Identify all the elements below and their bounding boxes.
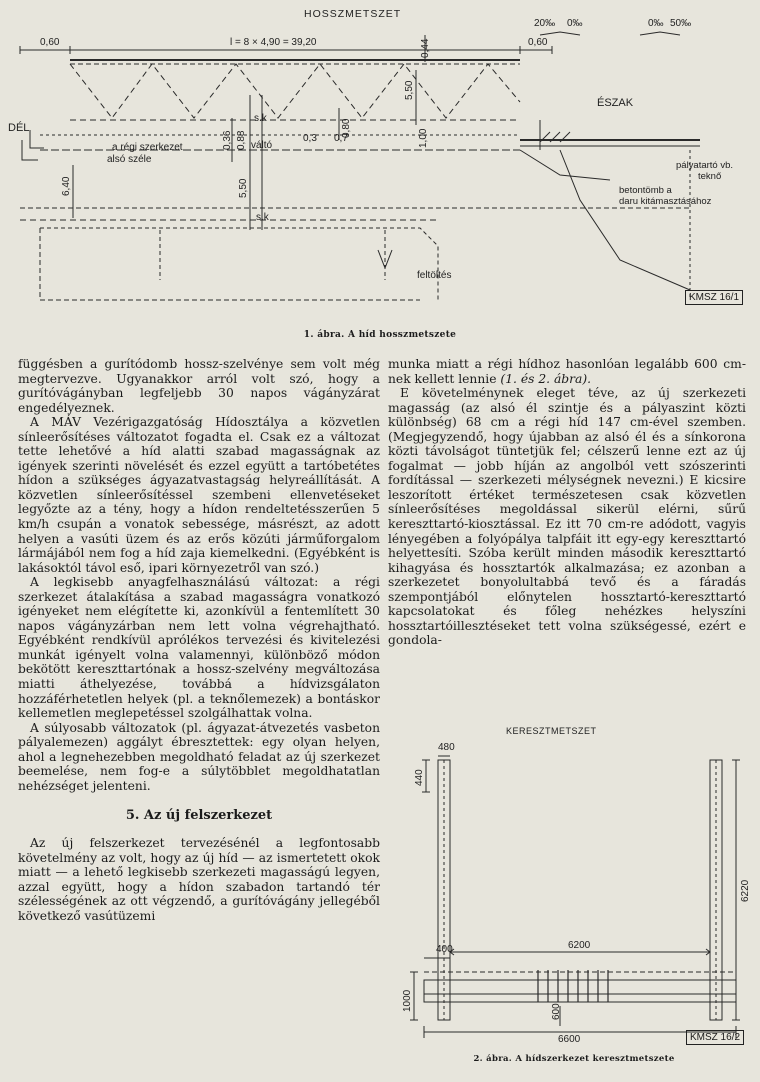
figure-1-caption: 1. ábra. A híd hosszmetszete bbox=[303, 330, 457, 340]
paragraph: Az új felszerkezet tervezésénél a legfontosabb követelmény az volt, hogy az új híd — az ismertetett okok miatt — a lehető legkisebb szerkezeti magasságú legyen, azzal együtt, hogy a hídon szabadon tartandó tér szélességének az ott végzendő, a gurítóvágány jellegéből következő vasútüzemi bbox=[18, 835, 380, 923]
dimension-label: 400 bbox=[436, 944, 453, 955]
paragraph: A MÁV Vezérigazgatóság Hídosztálya a közvetlen sínleerősítéses változatot fogadta el. Csak ez a változat tette lehetővé a híd alatti szabad magasságnak az igények szerinti növelését és ezzel együtt a tartóbetétes hídon a szükséges ágyazatvastagság helyreállítását. A közvetlen sínleerősítéssel szembeni ellenvetéseket legyőzte az a tény, hogy a hídon rendeltetésszerűen 5 km/h csupán a vonatok sebessége, másrészt, az adott helyen a vasúti üzem és az erős közúti járműforgalom lármájából nem fog a híd zaja kiemelkedni. (Egyébként is lakásoktól távol eső, ipari környezetről van szó.) bbox=[18, 415, 380, 575]
track-beam-label-2: teknő bbox=[698, 171, 722, 182]
dimension-label: 0,44 bbox=[420, 38, 431, 58]
old-structure-label-2: alsó széle bbox=[107, 154, 152, 165]
north-label: ÉSZAK bbox=[597, 97, 634, 109]
dimension-label: 0,60 bbox=[40, 37, 60, 48]
section-heading: 5. Az új felszerkezet bbox=[125, 808, 273, 824]
dimension-label: 480 bbox=[438, 742, 455, 753]
dimension-label: 6,40 bbox=[61, 176, 72, 196]
old-structure-label-1: a régi szerkezet bbox=[112, 142, 183, 153]
paragraph: A súlyosabb változatok (pl. ágyazat-átvezetés vasbeton pályalemezen) aggályt ébresztettek: egy olyan helyen, ahol a legnehezebben megoldható feladat az új szerkezet beemelése, nem fog-e a súlytöbblet megoldhatatlan nehézséget jelenteni. bbox=[18, 720, 380, 793]
dimension-label: 5,50 bbox=[404, 80, 415, 100]
paragraph bbox=[388, 357, 746, 386]
south-label: DÉL bbox=[8, 122, 30, 134]
dimension-label: 440 bbox=[414, 769, 425, 786]
grade-label: 0‰ bbox=[648, 18, 664, 29]
concrete-label-2: daru kitámasztásához bbox=[619, 196, 712, 207]
dimension-label: 0,3 bbox=[303, 133, 317, 144]
concrete-label-1: betontömb a bbox=[619, 185, 672, 196]
paragraph: E követelménynek eleget téve, az új szerkezeti magasság (az alsó él szintje és a pályaszint közti különbség) 68 cm a régi híd 147 cm-ével szemben. (Megjegyzendő, hogy újabban az alsó él és a sínkorona közti távolságot tüntetjük fel; célszerű lenne ezt az új fogalmat — jobb híján az angolból vett szószerinti fordítással — szerkezeti mélységnek nevezni.) E kicsire leszorított értéket természetesen csak közvetlen sínleerősítéses megoldással sikerül elérni, sűrű kereszttartó-kiosztással. Ez itt 70 cm-re adódott, vagyis lényegében a folyópálya talpfáit itt egy-egy kereszttartó helyettesíti. Szóba került minden második kereszttartó kihagyása és hossztartók alkalmazása; ez azonban a szerkezetet bonyolultabbá tevő és a fáradás szempontjából előnytelen hossztartó-kereszttartó kapcsolatokat és főleg nehézkes helyszíni hossztartóillesztéseket tett volna szükségessé, ezért e gondola- bbox=[388, 386, 746, 648]
figure-2-header: KERESZTMETSZET bbox=[506, 726, 597, 736]
dimension-label: 0,88 bbox=[236, 130, 247, 150]
switch-label: váltó bbox=[251, 140, 273, 151]
dimension-label: 0,60 bbox=[528, 37, 548, 48]
figure-1-longitudinal-section bbox=[0, 0, 760, 345]
paragraph: A legkisebb anyagfelhasználású változat: a régi szerkezet átalakítása a szabad magasságra vonatkozó igényeket nem elégítette ki, azonkívül a fentemlített 30 napos vágányzárban nem lett volna végrehajtható. Egyébként rendkívül aprólékos tervezési és kivitelezési munkát igényelt volna valamennyi, különböző módon bekötött kereszttartónak a hossz-szelvény megváltozása miatti áthelyezése, továbbá a hídvizsgálaton hozzáférhetetlen helyek (pl. a teknőlemezek) a bontáskor kellemetlen meglepetéssel szolgálhattak volna. bbox=[18, 575, 380, 721]
dimension-label: 6200 bbox=[568, 940, 591, 951]
grade-label: 0‰ bbox=[567, 18, 583, 29]
figure-2-cross-section bbox=[388, 720, 760, 1082]
figure-2-drawing bbox=[388, 720, 760, 1060]
track-beam-label-1: pályatartó vb. bbox=[676, 160, 734, 171]
paragraph-text: munka miatt a régi hídhoz hasonlóan legalább 600 cm-nek kellett lennie bbox=[388, 357, 746, 386]
dimension-label: 6600 bbox=[558, 1034, 581, 1045]
dimension-label: 0,80 bbox=[341, 118, 352, 138]
dimension-label: 1,00 bbox=[418, 128, 429, 148]
figure-2-code-box: KMSZ 16/2 bbox=[686, 1030, 744, 1045]
dimension-label: 1000 bbox=[402, 989, 413, 1012]
figure-2-caption: 2. ábra. A hídszerkezet keresztmetszete bbox=[473, 1054, 675, 1064]
dimension-label: l = 8 × 4,90 = 39,20 bbox=[230, 37, 317, 48]
dimension-label: 5,50 bbox=[238, 178, 249, 198]
dimension-label: 0,36 bbox=[222, 130, 233, 150]
grade-label: 20‰ bbox=[534, 18, 556, 29]
figure-1-header: HOSSZMETSZET bbox=[304, 8, 402, 20]
figure-reference: (1. és 2. ábra). bbox=[500, 371, 592, 386]
right-text-column bbox=[388, 357, 746, 648]
sk-label: s.k bbox=[256, 212, 269, 223]
grade-label: 50‰ bbox=[670, 18, 692, 29]
dimension-label: 6220 bbox=[740, 879, 751, 902]
dimension-label: 0,7 bbox=[334, 133, 348, 144]
figure-1-code-box: KMSZ 16/1 bbox=[685, 290, 743, 305]
paragraph: függésben a gurítódomb hossz-szelvénye sem volt még megtervezve. Ugyanakkor arról volt szó, hogy a gurítóvágányban legfeljebb 30 napos vágányzárat engedélyeznek. bbox=[18, 357, 380, 415]
dimension-label: 600 bbox=[551, 1003, 562, 1020]
sk-label: s.k bbox=[254, 113, 267, 124]
left-text-column bbox=[18, 357, 380, 923]
figure-1-drawing bbox=[0, 0, 760, 330]
fill-label: feltöltés bbox=[417, 270, 452, 281]
